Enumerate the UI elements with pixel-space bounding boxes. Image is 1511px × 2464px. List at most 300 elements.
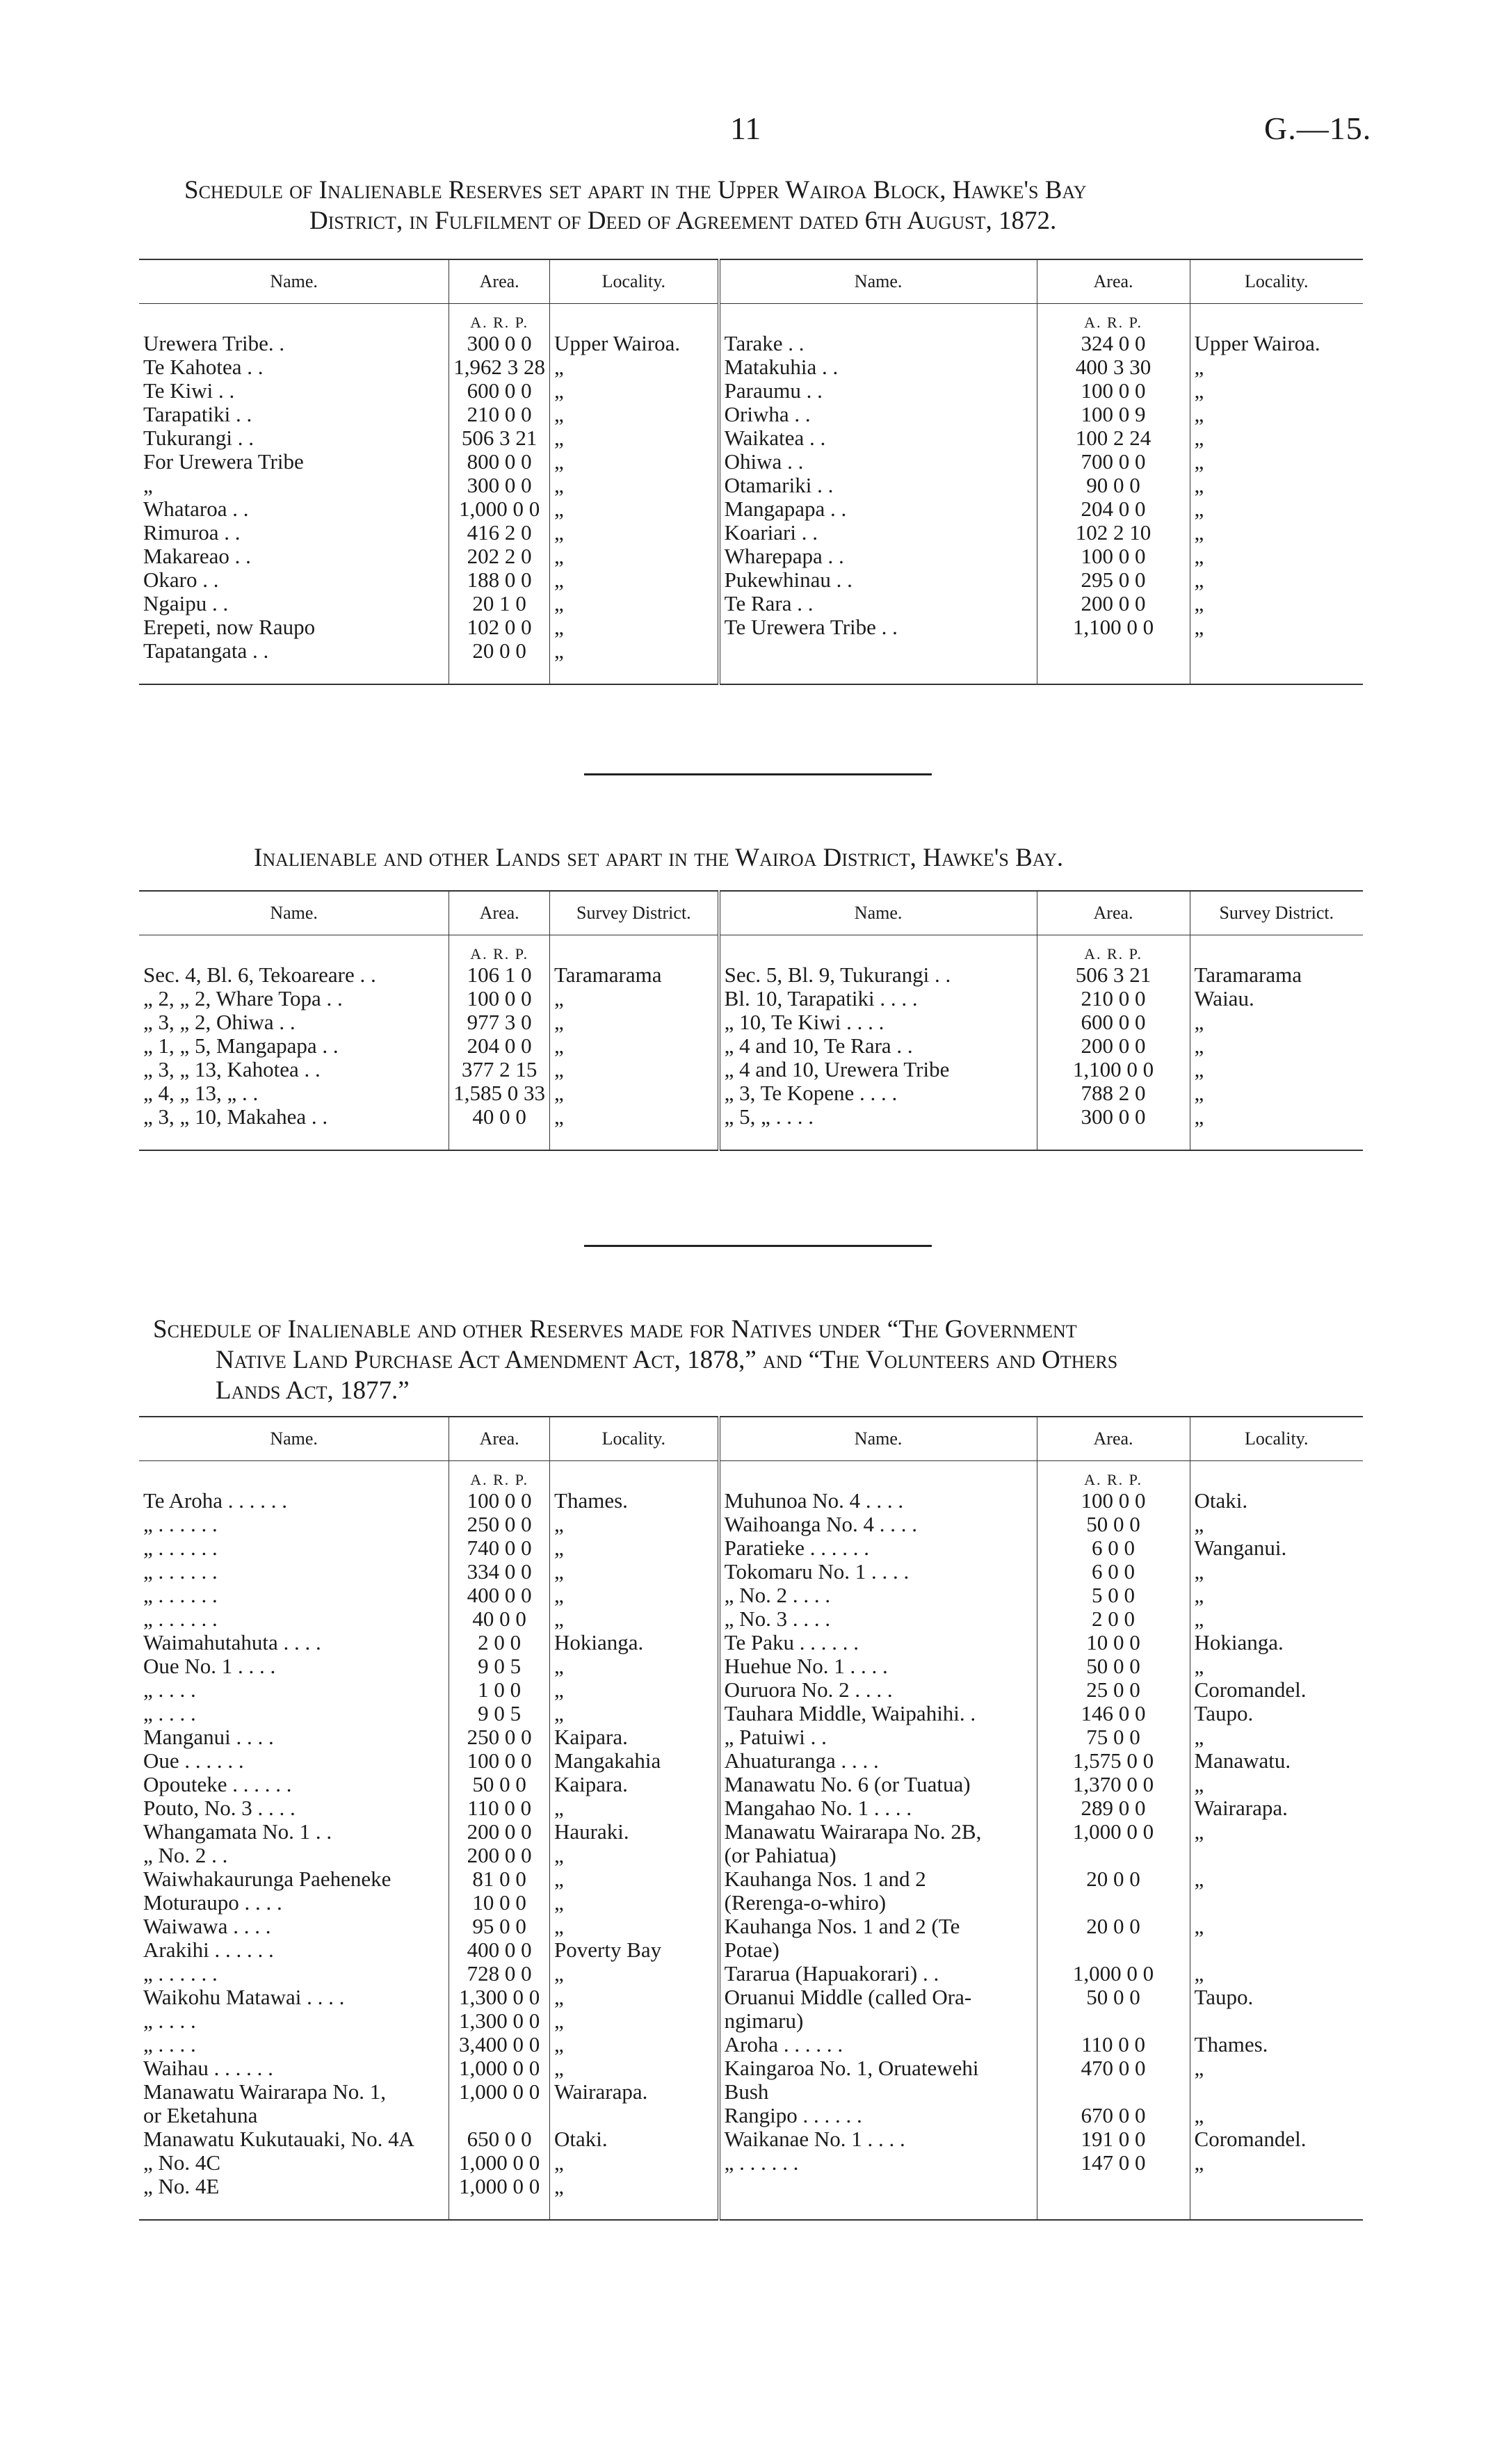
- name-cell: Ngaipu . .: [143, 592, 229, 615]
- name-cell: „ . . . . . .: [143, 1607, 218, 1631]
- area-cell: 100 0 0: [449, 1489, 550, 1513]
- area-cell: 202 2 0: [449, 545, 550, 568]
- name-cell: Whangamata No. 1 . .: [143, 1820, 332, 1844]
- third-cell: „: [1190, 1081, 1363, 1105]
- table-row: [139, 2127, 1363, 2151]
- name-cell: Waihau . . . . . .: [143, 2056, 273, 2080]
- third-cell: Waiau.: [1190, 987, 1363, 1010]
- third-cell: „: [550, 568, 719, 592]
- name-cell: Mangapapa . .: [719, 497, 1037, 521]
- name-cell: Tukurangi . .: [143, 426, 254, 450]
- third-cell: „: [1190, 450, 1363, 474]
- name-cell: Erepeti, now Raupo: [143, 615, 316, 639]
- area-cell: 740 0 0: [449, 1536, 550, 1560]
- third-cell: „: [550, 1607, 719, 1631]
- area-cell: [1037, 2009, 1190, 2033]
- table-row: [139, 963, 1363, 987]
- area-cell: 100 0 0: [1037, 1489, 1190, 1513]
- third-cell: „: [1190, 1654, 1363, 1678]
- third-cell: „: [550, 2009, 719, 2033]
- table-row: [139, 1867, 1363, 1891]
- spacer-cell: [1190, 1129, 1363, 1150]
- name-cell: „ . . . . . .: [143, 1513, 218, 1536]
- area-cell: 20 0 0: [1037, 1867, 1190, 1891]
- third-cell: „: [550, 1702, 719, 1725]
- area-cell: 100 0 0: [1037, 379, 1190, 403]
- area-cell: 400 0 0: [449, 1584, 550, 1607]
- area-cell: 1 0 0: [449, 1678, 550, 1702]
- area-cell: 25 0 0: [1037, 1678, 1190, 1702]
- section-2-title: [254, 843, 1366, 873]
- third-cell: Thames.: [550, 1489, 719, 1513]
- area-cell: 100 0 0: [449, 987, 550, 1010]
- table-row: [139, 1962, 1363, 1986]
- table-row: [139, 2104, 1363, 2127]
- column-header-name: Name.: [719, 259, 1037, 304]
- column-header-area: Area.: [1037, 259, 1190, 304]
- name-cell: [719, 2175, 1037, 2198]
- area-units: A. R. P.: [449, 935, 550, 964]
- area-cell: 200 0 0: [449, 1844, 550, 1867]
- third-cell: „: [550, 1962, 719, 1986]
- name-cell: Waiwawa . . . .: [143, 1915, 271, 1938]
- third-cell: „: [1190, 1058, 1363, 1081]
- name-cell: Mangahao No. 1 . . . .: [719, 1796, 1037, 1820]
- area-cell: 102 2 10: [1037, 521, 1190, 545]
- area-cell: 300 0 0: [449, 474, 550, 497]
- name-cell: Arakihi . . . . . .: [143, 1938, 274, 1962]
- third-cell: „: [550, 450, 719, 474]
- name-cell: „ . . . .: [143, 1678, 196, 1702]
- table-row: [139, 1105, 1363, 1129]
- third-cell: „: [550, 1654, 719, 1678]
- name-cell: Opouteke . . . . . .: [143, 1773, 292, 1796]
- area-cell: 300 0 0: [449, 332, 550, 355]
- area-cell: 200 0 0: [1037, 1034, 1190, 1058]
- area-cell: 377 2 15: [449, 1058, 550, 1081]
- spacer-cell: [550, 304, 719, 332]
- third-cell: Otaki.: [1190, 1489, 1363, 1513]
- third-cell: Wairarapa.: [1190, 1796, 1363, 1820]
- third-cell: „: [550, 1867, 719, 1891]
- name-cell: Waikanae No. 1 . . . .: [719, 2127, 1037, 2151]
- name-cell: Koariari . .: [719, 521, 1037, 545]
- section-1-title: [184, 175, 1366, 236]
- area-units: A. R. P.: [449, 304, 550, 332]
- area-cell: [449, 2104, 550, 2127]
- area-cell: 100 0 0: [449, 1749, 550, 1773]
- name-cell: Kaingaroa No. 1, Oruatewehi: [719, 2056, 1037, 2080]
- third-cell: „: [550, 2151, 719, 2175]
- area-cell: 6 0 0: [1037, 1560, 1190, 1584]
- area-units: A. R. P.: [449, 1461, 550, 1490]
- spacer-cell: [550, 1461, 719, 1490]
- third-cell: „: [1190, 1105, 1363, 1129]
- spacer-cell: [719, 1129, 1037, 1150]
- name-cell: Matakuhia . .: [719, 355, 1037, 379]
- name-cell: Huehue No. 1 . . . .: [719, 1654, 1037, 1678]
- area-cell: 191 0 0: [1037, 2127, 1190, 2151]
- name-cell: Te Kiwi . .: [143, 379, 235, 403]
- area-cell: 40 0 0: [449, 1105, 550, 1129]
- area-cell: 600 0 0: [1037, 1010, 1190, 1034]
- spacer-cell: [449, 2198, 550, 2220]
- spacer-cell: [139, 663, 449, 684]
- name-cell: Manawatu Wairarapa No. 1,: [143, 2080, 386, 2104]
- table-row: [139, 568, 1363, 592]
- third-cell: „: [550, 1513, 719, 1536]
- spacer-cell: [1190, 304, 1363, 332]
- name-cell: Manganui . . . .: [143, 1725, 274, 1749]
- third-cell: „: [550, 1796, 719, 1820]
- name-cell: „ 1, „ 5, Mangapapa . .: [143, 1034, 339, 1058]
- area-cell: 1,300 0 0: [449, 2009, 550, 2033]
- area-cell: 106 1 0: [449, 963, 550, 987]
- area-cell: 9 0 5: [449, 1702, 550, 1725]
- area-cell: 1,000 0 0: [449, 2056, 550, 2080]
- area-cell: 100 2 24: [1037, 426, 1190, 450]
- area-cell: 1,000 0 0: [449, 2151, 550, 2175]
- third-cell: „: [550, 1081, 719, 1105]
- third-cell: „: [1190, 1867, 1363, 1891]
- area-cell: 75 0 0: [1037, 1725, 1190, 1749]
- third-cell: „: [1190, 1010, 1363, 1034]
- area-cell: 324 0 0: [1037, 332, 1190, 355]
- third-cell: Taupo.: [1190, 1702, 1363, 1725]
- area-cell: 147 0 0: [1037, 2151, 1190, 2175]
- third-cell: [1190, 2175, 1363, 2198]
- area-cell: 95 0 0: [449, 1915, 550, 1938]
- area-cell: 146 0 0: [1037, 1702, 1190, 1725]
- area-cell: 20 0 0: [449, 639, 550, 663]
- name-cell: Waikohu Matawai . . . .: [143, 1986, 345, 2009]
- name-cell: „ No. 2 . . . .: [719, 1584, 1037, 1607]
- third-cell: „: [550, 987, 719, 1010]
- column-header-third: Survey District.: [550, 891, 719, 935]
- name-cell: Te Rara . .: [719, 592, 1037, 615]
- table-row: [139, 379, 1363, 403]
- area-cell: [1037, 2080, 1190, 2104]
- spacer-cell: [719, 2198, 1037, 2220]
- third-cell: Kaipara.: [550, 1725, 719, 1749]
- third-cell: Thames.: [1190, 2033, 1363, 2056]
- area-cell: 1,000 0 0: [449, 2080, 550, 2104]
- third-cell: [1190, 639, 1363, 663]
- name-cell: Tararua (Hapuakorari) . .: [719, 1962, 1037, 1986]
- area-cell: [1037, 639, 1190, 663]
- area-cell: 1,000 0 0: [1037, 1962, 1190, 1986]
- section-divider: [584, 773, 932, 775]
- section-3-title-line: Lands Act, 1877.”: [216, 1376, 410, 1405]
- name-cell: „ . . . .: [143, 1702, 196, 1725]
- name-cell: or Eketahuna: [143, 2104, 258, 2127]
- third-cell: Upper Wairoa.: [1190, 332, 1363, 355]
- area-cell: 40 0 0: [449, 1607, 550, 1631]
- third-cell: „: [550, 426, 719, 450]
- third-cell: „: [1190, 403, 1363, 426]
- area-cell: 9 0 5: [449, 1654, 550, 1678]
- area-cell: 400 0 0: [449, 1938, 550, 1962]
- column-header-third: Locality.: [1190, 259, 1363, 304]
- name-cell: Wharepapa . .: [719, 545, 1037, 568]
- area-cell: [1037, 1938, 1190, 1962]
- name-cell: (or Pahiatua): [719, 1844, 1037, 1867]
- third-cell: Wairarapa.: [550, 2080, 719, 2104]
- third-cell: „: [550, 2056, 719, 2080]
- area-cell: 800 0 0: [449, 450, 550, 474]
- name-cell: Sec. 5, Bl. 9, Tukurangi . .: [719, 963, 1037, 987]
- name-cell: Paratieke . . . . . .: [719, 1536, 1037, 1560]
- name-cell: Oue No. 1 . . . .: [143, 1654, 276, 1678]
- table-row: [139, 1891, 1363, 1915]
- name-cell: Waihoanga No. 4 . . . .: [719, 1513, 1037, 1536]
- name-cell: Manawatu Kukutauaki, No. 4A: [143, 2127, 414, 2151]
- name-cell: Otamariki . .: [719, 474, 1037, 497]
- third-cell: „: [550, 521, 719, 545]
- third-cell: Otaki.: [550, 2127, 719, 2151]
- spacer-cell: [550, 1129, 719, 1150]
- name-cell: „ No. 4E: [143, 2175, 220, 2198]
- third-cell: Hokianga.: [550, 1631, 719, 1654]
- name-cell: „ No. 2 . .: [143, 1844, 228, 1867]
- name-cell: „ . . . . . .: [143, 1560, 218, 1584]
- third-cell: „: [1190, 355, 1363, 379]
- name-cell: Bush: [719, 2080, 1037, 2104]
- area-cell: 1,585 0 33: [449, 1081, 550, 1105]
- name-cell: Tarake . .: [719, 332, 1037, 355]
- area-cell: 600 0 0: [449, 379, 550, 403]
- area-cell: 210 0 0: [1037, 987, 1190, 1010]
- area-cell: 204 0 0: [449, 1034, 550, 1058]
- name-cell: „ 3, „ 2, Ohiwa . .: [143, 1010, 296, 1034]
- third-cell: „: [550, 1915, 719, 1938]
- section-1-title-line: District, in Fulfilment of Deed of Agreement dated 6th August, 1872.: [309, 207, 1057, 235]
- third-cell: „: [1190, 1513, 1363, 1536]
- third-cell: Taramarama: [550, 963, 719, 987]
- third-cell: „: [550, 592, 719, 615]
- name-cell: „ 3, „ 10, Makahea . .: [143, 1105, 328, 1129]
- table-row: [139, 355, 1363, 379]
- third-cell: Hauraki.: [550, 1820, 719, 1844]
- name-cell: „ Patuiwi . .: [719, 1725, 1037, 1749]
- area-cell: 200 0 0: [449, 1820, 550, 1844]
- table-row: [139, 1725, 1363, 1749]
- name-cell: Waikatea . .: [719, 426, 1037, 450]
- spacer-cell: [1190, 663, 1363, 684]
- area-cell: 50 0 0: [449, 1773, 550, 1796]
- table-row: [139, 1702, 1363, 1725]
- third-cell: „: [1190, 521, 1363, 545]
- table-row: [139, 1489, 1363, 1513]
- name-cell: Ohiwa . .: [719, 450, 1037, 474]
- third-cell: Hokianga.: [1190, 1631, 1363, 1654]
- third-cell: [550, 2104, 719, 2127]
- table-row: [139, 521, 1363, 545]
- name-cell: Potae): [719, 1938, 1037, 1962]
- area-cell: 1,300 0 0: [449, 1986, 550, 2009]
- name-cell: For Urewera Tribe: [143, 450, 304, 474]
- third-cell: „: [1190, 1034, 1363, 1058]
- area-cell: 10 0 0: [449, 1891, 550, 1915]
- table-row: [139, 2009, 1363, 2033]
- third-cell: „: [550, 545, 719, 568]
- name-cell: Te Urewera Tribe . .: [719, 615, 1037, 639]
- spacer-cell: [139, 2198, 449, 2220]
- third-cell: „: [550, 1105, 719, 1129]
- third-cell: „: [1190, 2151, 1363, 2175]
- name-cell: (Rerenga-o-whiro): [719, 1891, 1037, 1915]
- area-cell: 100 0 9: [1037, 403, 1190, 426]
- page-number: 11: [730, 111, 761, 146]
- column-header-third: Locality.: [550, 1417, 719, 1461]
- table-row: [139, 1034, 1363, 1058]
- third-cell: Wanganui.: [1190, 1536, 1363, 1560]
- area-cell: 204 0 0: [1037, 497, 1190, 521]
- third-cell: [1190, 1844, 1363, 1867]
- area-cell: 506 3 21: [1037, 963, 1190, 987]
- spacer-cell: [719, 935, 1037, 964]
- column-header-third: Locality.: [550, 259, 719, 304]
- name-cell: Te Aroha . . . . . .: [143, 1489, 288, 1513]
- third-cell: „: [550, 639, 719, 663]
- third-cell: „: [550, 1560, 719, 1584]
- table-row: [139, 2056, 1363, 2080]
- spacer-cell: [139, 1129, 449, 1150]
- section-divider: [584, 1245, 932, 1247]
- name-cell: Oriwha . .: [719, 403, 1037, 426]
- spacer-cell: [449, 663, 550, 684]
- name-cell: Kauhanga Nos. 1 and 2 (Te: [719, 1915, 1037, 1938]
- name-cell: Oruanui Middle (called Ora-: [719, 1986, 1037, 2009]
- area-cell: 250 0 0: [449, 1513, 550, 1536]
- area-cell: 1,100 0 0: [1037, 615, 1190, 639]
- third-cell: „: [1190, 1820, 1363, 1844]
- column-header-name: Name.: [719, 1417, 1037, 1461]
- section-2-title-line: Inalienable and other Lands set apart in the Wairoa District, Hawke's Bay.: [254, 844, 1064, 872]
- name-cell: Urewera Tribe. .: [143, 332, 285, 355]
- third-cell: „: [1190, 1607, 1363, 1631]
- name-cell: [719, 639, 1037, 663]
- area-cell: 188 0 0: [449, 568, 550, 592]
- table-row: [139, 1986, 1363, 2009]
- area-cell: 670 0 0: [1037, 2104, 1190, 2127]
- area-cell: 506 3 21: [449, 426, 550, 450]
- area-cell: 334 0 0: [449, 1560, 550, 1584]
- name-cell: Oue . . . . . .: [143, 1749, 244, 1773]
- table-row: [139, 639, 1363, 663]
- table-row: [139, 1796, 1363, 1820]
- area-cell: 700 0 0: [1037, 450, 1190, 474]
- third-cell: Poverty Bay: [550, 1938, 719, 1962]
- area-cell: 5 0 0: [1037, 1584, 1190, 1607]
- table-row: [139, 1844, 1363, 1867]
- name-cell: „ 10, Te Kiwi . . . .: [719, 1010, 1037, 1034]
- area-cell: 110 0 0: [1037, 2033, 1190, 2056]
- name-cell: „ 3, Te Kopene . . . .: [719, 1081, 1037, 1105]
- name-cell: „ No. 3 . . . .: [719, 1607, 1037, 1631]
- name-cell: Bl. 10, Tarapatiki . . . .: [719, 987, 1037, 1010]
- area-cell: 728 0 0: [449, 1962, 550, 1986]
- table-row: [139, 1607, 1363, 1631]
- column-header-area: Area.: [1037, 891, 1190, 935]
- name-cell: Ahuaturanga . . . .: [719, 1749, 1037, 1773]
- spacer-cell: [449, 1129, 550, 1150]
- table-row: [139, 2080, 1363, 2104]
- third-cell: „: [1190, 1962, 1363, 1986]
- column-header-area: Area.: [449, 891, 550, 935]
- column-header-area: Area.: [449, 259, 550, 304]
- table-row: [139, 1749, 1363, 1773]
- section-2-table: [139, 890, 1363, 1151]
- name-cell: „ . . . . . .: [143, 1536, 218, 1560]
- column-header-name: Name.: [139, 1417, 449, 1461]
- table-row: [139, 987, 1363, 1010]
- third-cell: Kaipara.: [550, 1773, 719, 1796]
- third-cell: „: [550, 1034, 719, 1058]
- third-cell: „: [1190, 545, 1363, 568]
- table-row: [139, 1631, 1363, 1654]
- table-row: [139, 426, 1363, 450]
- name-cell: Muhunoa No. 4 . . . .: [719, 1489, 1037, 1513]
- third-cell: Taramarama: [1190, 963, 1363, 987]
- area-cell: 300 0 0: [1037, 1105, 1190, 1129]
- table-row: [139, 1820, 1363, 1844]
- name-cell: Okaro . .: [143, 568, 219, 592]
- area-cell: 1,000 0 0: [449, 497, 550, 521]
- third-cell: „: [1190, 1584, 1363, 1607]
- area-cell: 20 1 0: [449, 592, 550, 615]
- table-row: [139, 403, 1363, 426]
- name-cell: „ 4, „ 13, „ . .: [143, 1081, 259, 1105]
- third-cell: Upper Wairoa.: [550, 332, 719, 355]
- third-cell: „: [1190, 568, 1363, 592]
- name-cell: „ 4 and 10, Urewera Tribe: [719, 1058, 1037, 1081]
- area-cell: 102 0 0: [449, 615, 550, 639]
- area-cell: 788 2 0: [1037, 1081, 1190, 1105]
- third-cell: „: [1190, 1725, 1363, 1749]
- area-units: A. R. P.: [1037, 935, 1190, 964]
- area-cell: 1,000 0 0: [1037, 1820, 1190, 1844]
- name-cell: Tapatangata . .: [143, 639, 269, 663]
- third-cell: „: [1190, 1773, 1363, 1796]
- spacer-cell: [1190, 1461, 1363, 1490]
- area-cell: 1,575 0 0: [1037, 1749, 1190, 1773]
- name-cell: Rimuroa . .: [143, 521, 241, 545]
- spacer-cell: [139, 1461, 449, 1490]
- third-cell: [1190, 2009, 1363, 2033]
- third-cell: [1190, 1891, 1363, 1915]
- column-header-name: Name.: [719, 891, 1037, 935]
- name-cell: Tokomaru No. 1 . . . .: [719, 1560, 1037, 1584]
- area-cell: 650 0 0: [449, 2127, 550, 2151]
- table-row: [139, 1654, 1363, 1678]
- table-row: [139, 1938, 1363, 1962]
- table-row: [139, 332, 1363, 355]
- name-cell: „ . . . . . .: [143, 1584, 218, 1607]
- area-cell: 50 0 0: [1037, 1513, 1190, 1536]
- table-row: [139, 545, 1363, 568]
- third-cell: „: [550, 1844, 719, 1867]
- third-cell: „: [550, 1584, 719, 1607]
- area-cell: 10 0 0: [1037, 1631, 1190, 1654]
- spacer-cell: [550, 935, 719, 964]
- third-cell: „: [1190, 592, 1363, 615]
- third-cell: „: [550, 1058, 719, 1081]
- third-cell: „: [1190, 615, 1363, 639]
- name-cell: „ . . . .: [143, 2033, 196, 2056]
- area-cell: 2 0 0: [1037, 1607, 1190, 1631]
- area-cell: 289 0 0: [1037, 1796, 1190, 1820]
